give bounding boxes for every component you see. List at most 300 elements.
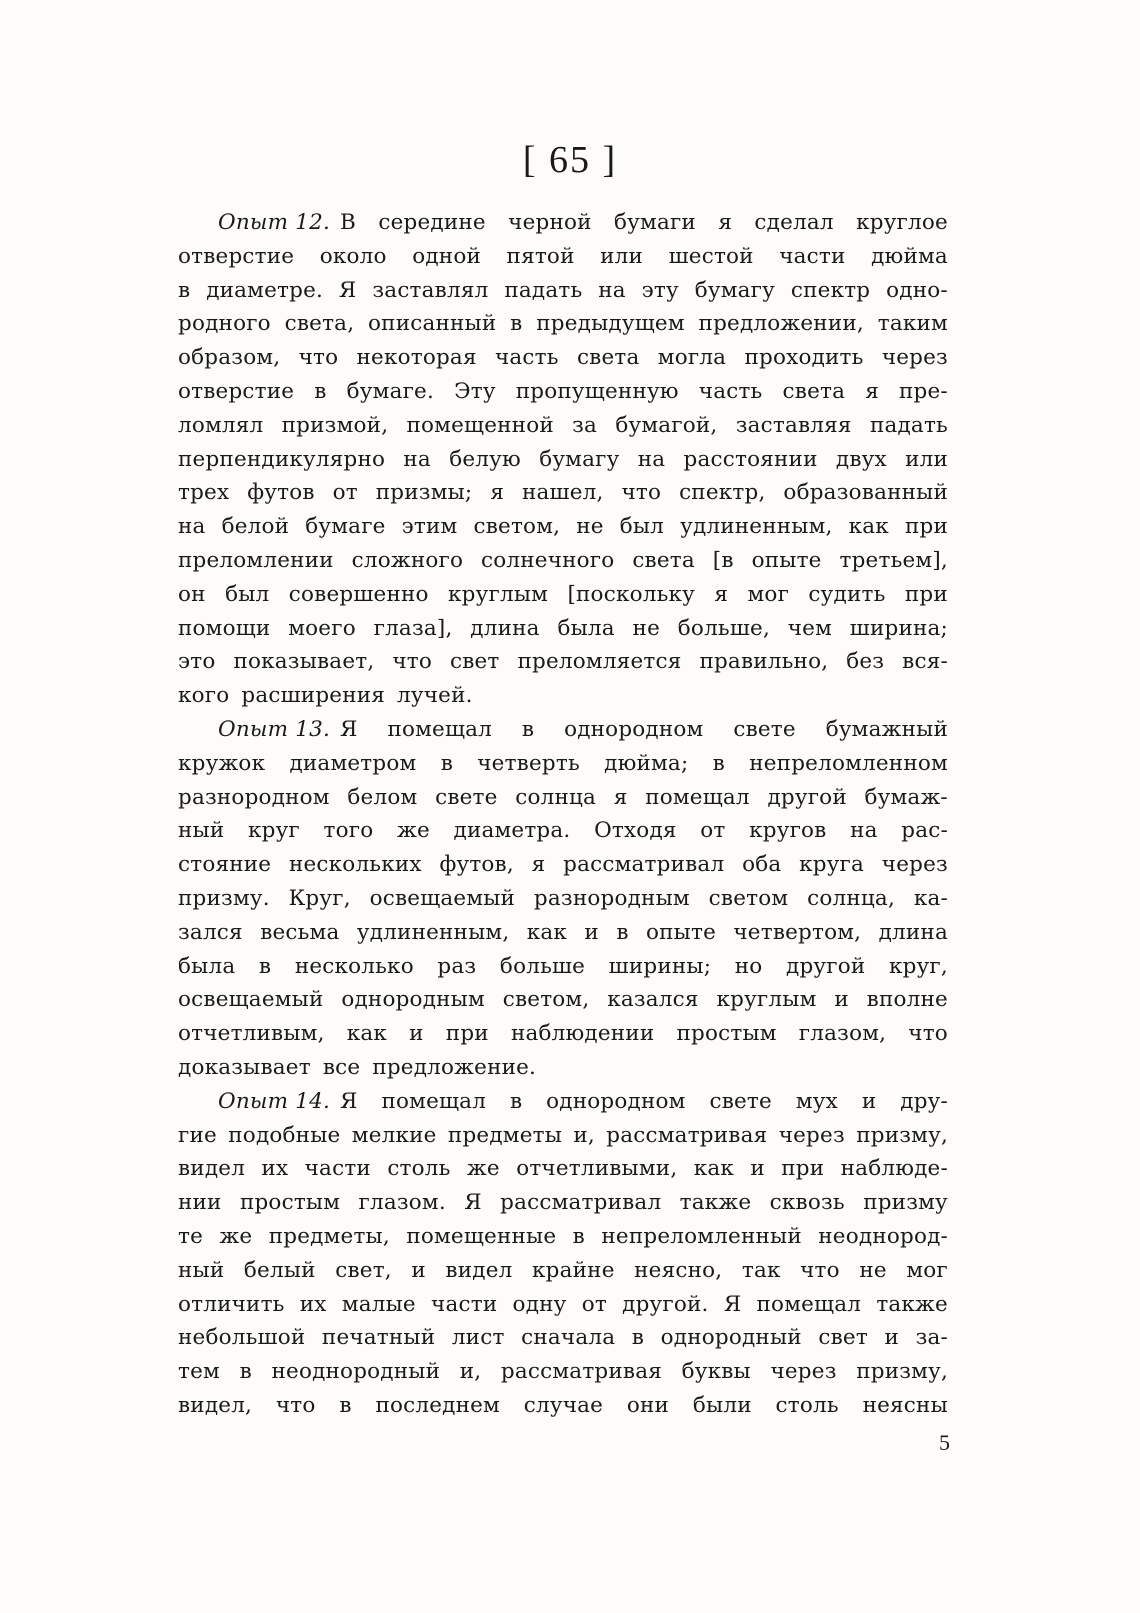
word: малые: [341, 1291, 416, 1317]
word: проходить: [744, 345, 864, 371]
word: бумагу: [539, 446, 620, 472]
word: предыдущем: [536, 311, 685, 337]
text-line: [178, 1186, 948, 1220]
word: части: [779, 243, 846, 269]
line-words: [340, 1085, 948, 1119]
word: В: [340, 210, 356, 235]
word: солнца,: [807, 885, 895, 911]
word: же: [396, 818, 430, 844]
word: как: [848, 514, 889, 540]
word: мелкие: [351, 1122, 437, 1148]
word: части: [304, 1156, 371, 1182]
word: бумагу: [694, 277, 775, 303]
word: лист: [451, 1325, 505, 1351]
word: без: [846, 649, 885, 675]
word: сделал: [754, 210, 834, 235]
experiment-12-label: Опыт 12.: [218, 210, 330, 235]
word: же: [466, 1156, 500, 1182]
word: бумаж-: [864, 784, 948, 810]
word: как: [346, 1021, 388, 1047]
word: другой: [767, 784, 847, 810]
word: был: [225, 581, 270, 607]
word: перпендикулярно: [178, 446, 386, 472]
word: родного: [178, 311, 271, 337]
word: и: [834, 987, 849, 1013]
word: моего: [288, 615, 356, 641]
word: света: [632, 547, 695, 573]
word: разнородном: [178, 784, 330, 810]
word: Я: [340, 1088, 358, 1114]
word: что: [908, 1021, 948, 1047]
word: от: [332, 480, 358, 506]
word: расстоянии: [683, 446, 818, 472]
word: видел: [178, 1156, 246, 1182]
word: света: [576, 345, 640, 371]
word: отчетливым,: [178, 1021, 325, 1047]
word: опыте: [751, 547, 822, 573]
word: предметы: [447, 1122, 563, 1148]
text-line: [178, 612, 948, 646]
word: свете: [435, 784, 498, 810]
word: простым: [239, 1190, 341, 1216]
word: пре-: [899, 378, 948, 404]
word: при: [781, 1156, 825, 1182]
word: четверть: [477, 750, 580, 776]
word: дюйма: [871, 243, 948, 269]
word: на: [637, 446, 666, 472]
word: буквы: [681, 1359, 751, 1385]
word: ломлял: [178, 412, 264, 438]
word: отчетливыми,: [516, 1156, 678, 1182]
word: белый: [243, 1257, 316, 1283]
word: глазом.: [358, 1190, 446, 1216]
word: зался: [178, 919, 243, 945]
word: в: [258, 953, 272, 979]
text-line: [178, 1085, 948, 1119]
word: кого: [178, 683, 230, 709]
word: я: [490, 480, 505, 506]
text-line: [178, 1220, 948, 1254]
word: футов: [247, 480, 315, 506]
word: я: [865, 378, 879, 404]
word: Отходя: [594, 818, 677, 844]
text-line: [178, 341, 948, 375]
word: нашел,: [522, 480, 604, 506]
word: эту: [641, 277, 679, 303]
word: ширина;: [849, 615, 948, 641]
word: показывает,: [233, 649, 375, 675]
text-line: [178, 240, 948, 274]
word: и,: [573, 1122, 595, 1148]
text-line: [178, 206, 948, 240]
word: правильно,: [699, 649, 829, 675]
word: мог: [747, 581, 790, 607]
word: пятой: [506, 243, 575, 269]
word: часть: [494, 345, 559, 371]
word: через: [770, 1359, 837, 1385]
word: призмы;: [375, 480, 473, 506]
text-line: [178, 814, 948, 848]
word: при: [904, 581, 948, 607]
text-line: [178, 1152, 948, 1186]
word: мух: [795, 1088, 838, 1114]
text-line: [178, 578, 948, 612]
word: середине: [378, 210, 486, 235]
word: лучей.: [397, 683, 473, 709]
word: простым: [676, 1021, 777, 1047]
word: на: [403, 446, 431, 472]
word: белую: [449, 446, 521, 472]
experiment-14-label: Опыт 14.: [218, 1088, 330, 1114]
word: светом: [708, 885, 789, 911]
word: длина: [878, 919, 948, 945]
word: свет: [449, 649, 500, 675]
text-line: [178, 375, 948, 409]
word: светом,: [502, 987, 590, 1013]
word: помещал: [756, 1291, 862, 1317]
text-line: [178, 781, 948, 815]
word: одной: [412, 243, 482, 269]
word: бумажный: [825, 716, 948, 742]
word: в: [712, 750, 725, 776]
word: в: [509, 1088, 523, 1114]
word: свет: [818, 1325, 868, 1351]
word: раз: [437, 953, 477, 979]
word: нии: [178, 1190, 222, 1216]
word: все: [322, 1054, 361, 1080]
word: больше,: [677, 615, 770, 641]
word: ка-: [913, 885, 948, 911]
text-line: [178, 1017, 948, 1051]
word: стояние: [178, 852, 272, 878]
word: шестой: [668, 243, 754, 269]
word: через: [881, 345, 948, 371]
text-line: [178, 645, 948, 679]
text-line: [178, 274, 948, 308]
word: диаметром: [289, 750, 417, 776]
word: были: [692, 1392, 752, 1418]
word: от: [700, 818, 726, 844]
word: была: [178, 953, 236, 979]
word: в: [572, 1223, 585, 1249]
word: как: [693, 1156, 735, 1182]
word: я: [714, 581, 729, 607]
word: за-: [915, 1325, 948, 1351]
word: другой.: [622, 1291, 709, 1317]
word: другой: [786, 953, 866, 979]
word: ширины;: [608, 953, 712, 979]
word: удлиненным,: [680, 514, 833, 540]
word: удлиненным,: [356, 919, 510, 945]
word: не: [632, 615, 661, 641]
word: что: [621, 480, 662, 506]
word: рассматривал: [500, 1190, 662, 1216]
word: сквозь: [769, 1190, 845, 1216]
word: Я: [464, 1190, 482, 1216]
word: освещаемый: [369, 885, 516, 911]
text-line: [178, 747, 948, 781]
word: призмой,: [281, 412, 389, 438]
word: в: [239, 1359, 252, 1385]
word: Я: [338, 277, 357, 303]
word: чем: [787, 615, 833, 641]
word: больше: [499, 953, 586, 979]
word: белом: [347, 784, 418, 810]
word: на: [850, 818, 878, 844]
word: через: [881, 852, 948, 878]
word: бумагой,: [615, 412, 718, 438]
word: и,: [459, 1359, 482, 1385]
word: часть: [698, 378, 763, 404]
word: однородным: [341, 987, 485, 1013]
word: случае: [523, 1392, 604, 1418]
word: опыте: [646, 919, 717, 945]
word: или: [600, 243, 644, 269]
text-line: [178, 476, 948, 510]
word: дюйма;: [604, 750, 689, 776]
word: оба: [742, 852, 782, 878]
text-line: [178, 1321, 948, 1355]
word: отличить: [178, 1291, 285, 1317]
word: совершенно: [288, 581, 429, 607]
word: при: [904, 514, 948, 540]
word: образом,: [178, 345, 281, 371]
word: кружок: [178, 750, 266, 776]
word: наблюде-: [840, 1156, 948, 1182]
word: двух: [835, 446, 887, 472]
word: преломлении: [178, 547, 334, 573]
word: освещаемый: [178, 987, 324, 1013]
word: разнородным: [533, 885, 690, 911]
word: казался: [607, 987, 699, 1013]
word: вся-: [902, 649, 948, 675]
word: рассматривая: [500, 1359, 662, 1385]
word: не: [859, 1257, 887, 1283]
word: призму,: [856, 1359, 948, 1385]
word: около: [319, 243, 387, 269]
word: последнем: [375, 1392, 500, 1418]
word: Круг,: [288, 885, 351, 911]
text-line: [178, 848, 948, 882]
word: свете: [709, 1088, 772, 1114]
word: светом,: [473, 514, 561, 540]
word: в: [440, 750, 453, 776]
word: от: [581, 1291, 607, 1317]
word: отверстие: [178, 378, 295, 404]
word: неоднородный: [271, 1359, 441, 1385]
page-number: [ 65 ]: [522, 139, 618, 181]
word: бумаге: [305, 514, 386, 540]
text-line: [178, 1355, 948, 1389]
word: падать: [869, 412, 948, 438]
word: круглым: [448, 581, 549, 607]
word: на: [178, 514, 206, 540]
word: подобные: [228, 1122, 341, 1148]
word: ный: [178, 818, 225, 844]
text-line: [178, 1389, 948, 1423]
word: в: [339, 1392, 352, 1418]
word: их: [261, 1156, 289, 1182]
word: Я: [340, 716, 358, 742]
word: глазом,: [798, 1021, 887, 1047]
word: однородный: [660, 1325, 802, 1351]
word: круга: [799, 852, 865, 878]
word: кругов: [749, 818, 827, 844]
word: спектр,: [679, 480, 766, 506]
word: доказывает: [178, 1054, 311, 1080]
word: в: [616, 919, 629, 945]
word: третьем],: [839, 547, 948, 573]
word: тем: [178, 1359, 220, 1385]
word: непреломленном: [749, 750, 948, 776]
word: что: [275, 1392, 316, 1418]
word: света: [782, 378, 846, 404]
word: была: [557, 615, 615, 641]
word: этим: [401, 514, 458, 540]
text-line: [178, 1288, 948, 1322]
word: пропущенную: [515, 378, 679, 404]
word: могла: [657, 345, 727, 371]
word: видел,: [178, 1392, 253, 1418]
text-line: [178, 679, 948, 713]
word: спектр: [790, 277, 871, 303]
word: гие: [178, 1122, 217, 1148]
word: это: [178, 649, 216, 675]
text-line: [178, 307, 948, 341]
word: непреломленный: [601, 1223, 802, 1249]
word: судить: [808, 581, 886, 607]
word: однородном: [564, 716, 704, 742]
word: и: [861, 1088, 877, 1114]
word: небольшой: [178, 1325, 306, 1351]
word: диаметра.: [453, 818, 571, 844]
word: того: [323, 818, 374, 844]
experiment-13-label: Опыт 13.: [218, 716, 330, 742]
word: я: [531, 852, 546, 878]
word: и: [884, 1325, 900, 1351]
word: также: [679, 1190, 752, 1216]
text-line: [178, 544, 948, 578]
word: ный: [178, 1257, 225, 1283]
word: круг: [247, 818, 300, 844]
word: весьма: [260, 919, 340, 945]
word: несколько: [294, 953, 414, 979]
word: призму,: [856, 1122, 948, 1148]
word: печатный: [321, 1325, 436, 1351]
word: в: [314, 378, 327, 404]
word: однородном: [546, 1088, 686, 1114]
word: черной: [508, 210, 592, 235]
word: свете: [733, 716, 796, 742]
word: круглым: [716, 987, 817, 1013]
word: и: [584, 919, 599, 945]
body-text: [178, 206, 948, 1423]
word: как: [526, 919, 568, 945]
word: я: [613, 784, 628, 810]
word: мог: [906, 1257, 948, 1283]
word: преломляется: [517, 649, 682, 675]
word: и: [409, 1021, 424, 1047]
word: помещал: [387, 716, 493, 742]
line-words: [340, 206, 948, 240]
word: части: [431, 1291, 498, 1317]
word: таким: [877, 311, 948, 337]
word: одно-: [886, 277, 948, 303]
text-line: [178, 713, 948, 747]
text-line: [178, 1051, 948, 1085]
word: при: [445, 1021, 489, 1047]
word: я: [718, 210, 733, 235]
word: круглое: [856, 210, 948, 235]
word: рассматривал: [563, 852, 725, 878]
word: через: [778, 1122, 845, 1148]
word: сложного: [351, 547, 464, 573]
word: те: [178, 1223, 204, 1249]
word: видел: [445, 1257, 513, 1283]
word: бумаги: [614, 210, 696, 235]
word: расширения: [241, 683, 386, 709]
word: заставляя: [735, 412, 852, 438]
word: их: [299, 1291, 327, 1317]
word: неясно,: [634, 1257, 723, 1283]
text-line: [178, 409, 948, 443]
word: [поскольку: [567, 581, 695, 607]
word: солнца: [515, 784, 597, 810]
word: но: [734, 953, 763, 979]
word: призму: [863, 1190, 948, 1216]
word: [в: [712, 547, 734, 573]
word: предложении,: [698, 311, 864, 337]
word: что: [392, 649, 432, 675]
word: неясны: [862, 1392, 948, 1418]
word: в: [178, 277, 191, 303]
text-line: [178, 443, 948, 477]
word: что: [298, 345, 339, 371]
word: глаза],: [373, 615, 453, 641]
word: помещенные: [406, 1223, 557, 1249]
word: не: [576, 514, 604, 540]
text-line: [178, 510, 948, 544]
word: столь: [775, 1392, 839, 1418]
word: в: [521, 716, 535, 742]
word: длина: [470, 615, 540, 641]
word: в: [631, 1325, 645, 1351]
signature-mark: 5: [939, 1430, 950, 1455]
word: рас-: [901, 818, 948, 844]
word: столь: [387, 1156, 451, 1182]
word: призму.: [178, 885, 270, 911]
word: крайне: [532, 1257, 615, 1283]
word: помещенной: [406, 412, 554, 438]
text-line: [178, 1119, 948, 1153]
word: круг,: [888, 953, 948, 979]
text-line: [178, 983, 948, 1017]
word: и: [411, 1257, 426, 1283]
word: Я: [723, 1291, 742, 1317]
word: так: [741, 1257, 781, 1283]
word: помощи: [178, 615, 271, 641]
word: белой: [221, 514, 290, 540]
word: диаметре.: [206, 277, 324, 303]
word: помещал: [645, 784, 750, 810]
word: вполне: [866, 987, 948, 1013]
word: падать: [504, 277, 583, 303]
word: трех: [178, 480, 230, 506]
word: Эту: [454, 378, 496, 404]
word: рассматривая: [606, 1122, 768, 1148]
word: сначала: [521, 1325, 616, 1351]
word: что: [800, 1257, 840, 1283]
